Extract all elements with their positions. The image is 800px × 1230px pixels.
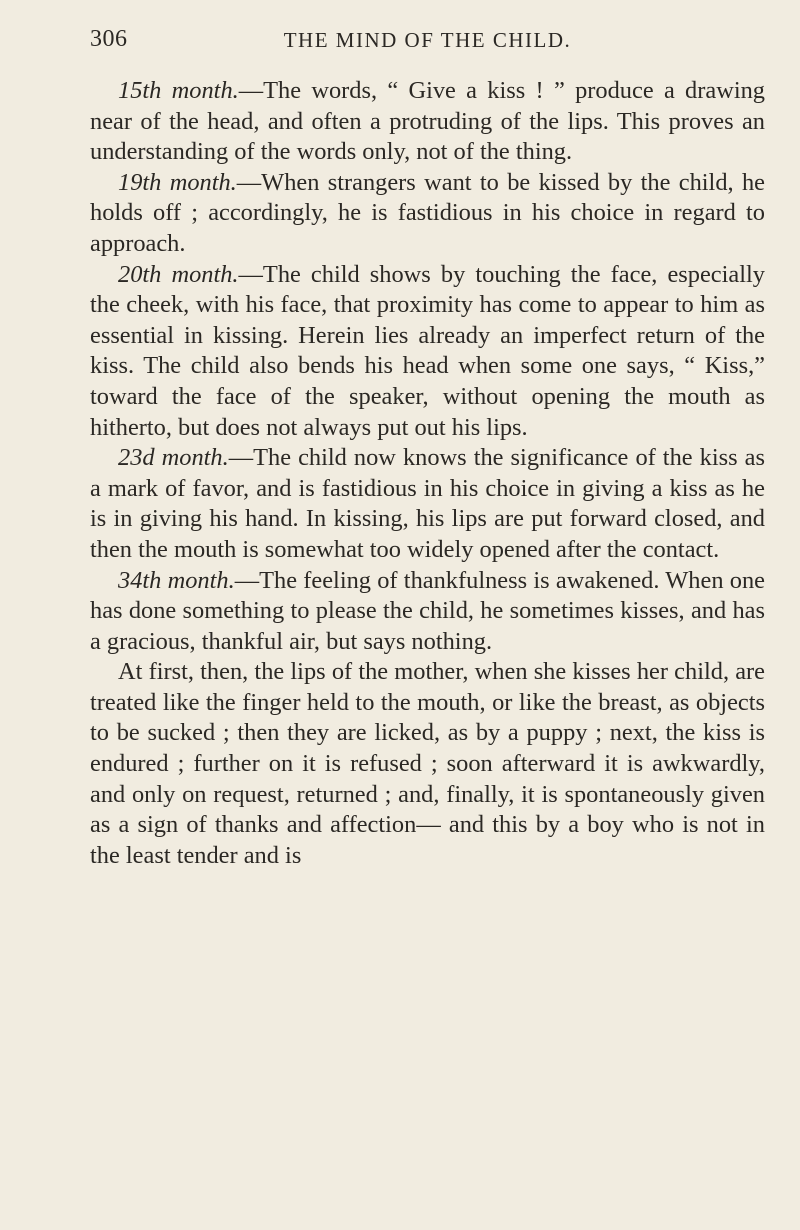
paragraph-text: —The words, “ Give a kiss ! ” produce a drawing near of the head, and often a protruding of the lips. This proves an understanding of the words only, not of the thing. bbox=[90, 77, 765, 166]
paragraph-text: —The child now knows the significance of the kiss as a mark of favor, and is fastidious in his choice in giving a kiss as he is in giving his hand. In kissing, his lips are put forward closed, and then the mouth is somewhat too widely opened after the contact. bbox=[90, 444, 765, 563]
paragraph-19th-month bbox=[90, 168, 765, 260]
paragraph-20th-month bbox=[90, 260, 765, 444]
body-text bbox=[90, 76, 765, 871]
paragraph-15th-month bbox=[90, 76, 765, 168]
month-label: 20th month. bbox=[118, 260, 239, 288]
page-number: 306 bbox=[90, 26, 128, 52]
running-title: THE MIND OF THE CHILD. bbox=[283, 28, 572, 52]
paragraph-34th-month bbox=[90, 566, 765, 658]
book-page bbox=[90, 26, 765, 871]
month-label: 23d month. bbox=[118, 444, 229, 472]
paragraph-23d-month bbox=[90, 443, 765, 565]
month-label: 15th month. bbox=[118, 77, 239, 104]
month-label: 34th month. bbox=[118, 566, 235, 594]
month-label: 19th month. bbox=[118, 168, 237, 196]
running-head bbox=[90, 26, 765, 62]
paragraph-text: —The feeling of thankfulness is awakened. When one has done something to please the child, he sometimes kisses, and has a gracious, thankful air, but says nothing. bbox=[90, 566, 765, 655]
paragraph-text: At first, then, the lips of the mother, when she kisses her child, are treated like the finger held to the mouth, or like the breast, as objects to be sucked ; then they are licked, as by a puppy ; next, the kiss is endured ; further on it is refused ; soon afterward it is awkwardly, and only on request, returned ; and, finally, it is spontaneously given as a sign of thanks and affection— and this by a boy who is not in the least tender and is bbox=[90, 658, 765, 869]
paragraph-text: —When strangers want to be kissed by the child, he holds off ; accordingly, he is fastidious in his choice in regard to approach. bbox=[90, 168, 765, 257]
paragraph-text: —The child shows by touching the face, especially the cheek, with his face, that proximity has come to appear to him as essential in kissing. Herein lies already an imperfect return of the kiss. The child also bends his head when some one says, “ Kiss,” toward the face of the speaker, without opening the mouth as hitherto, but does not always put out his lips. bbox=[90, 260, 765, 441]
paragraph-summary bbox=[90, 657, 765, 871]
